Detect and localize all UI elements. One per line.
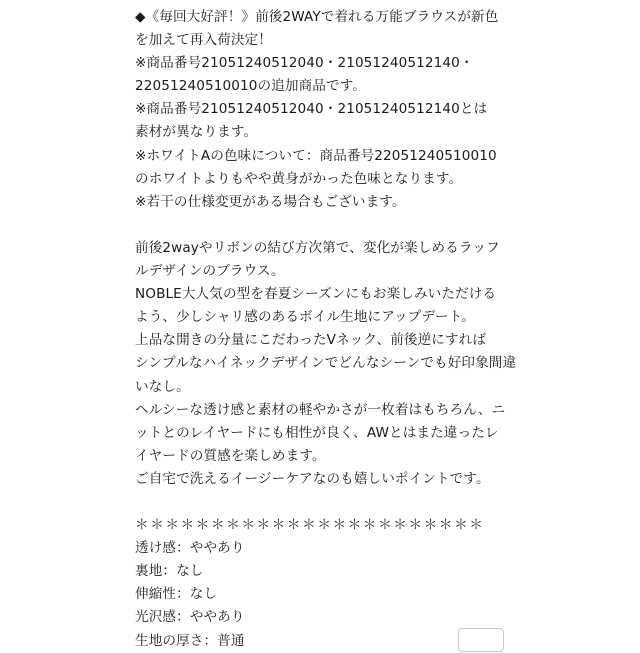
body-line: ルデザインのブラウス。 <box>135 263 285 280</box>
body-line: 上品な開きの分量にこだわったVネック、前後逆にすれば <box>135 332 487 349</box>
announcement-line: ※商品番号21051240512040・21051240512140とは <box>135 101 488 118</box>
blank-line <box>135 491 510 514</box>
announcement-block <box>135 6 510 214</box>
announcement-line: ◆《毎回大好評！》前後2WAYで着れる万能ブラウスが新色 <box>135 9 499 25</box>
product-description <box>135 6 517 653</box>
body-line: ヘルシーな透け感と素材の軽やかさが一枚着はもちろん、ニ <box>135 401 506 418</box>
asterisk-separator: ＊＊＊＊＊＊＊＊＊＊＊＊＊＊＊＊＊＊＊＊＊＊＊ <box>135 517 485 534</box>
body-line: NOBLE大人気の型を春夏シーズンにもお楽しみいただける <box>135 286 497 303</box>
body-line: ご自宅で洗えるイージーケアなのも嬉しいポイントです。 <box>135 470 490 487</box>
body-line: よう、少しシャリ感のあるボイル生地にアップデート。 <box>135 309 475 326</box>
scroll-top-button[interactable] <box>458 628 504 652</box>
body-line: シンプルなハイネックデザインでどんなシーンでも好印象間違 <box>135 355 517 372</box>
spec-item: 伸縮性：なし <box>135 586 218 603</box>
announcement-line: ※ホワイトAの色味について：商品番号22051240510010 <box>135 147 497 164</box>
announcement-line: を加えて再入荷決定！ <box>135 32 272 49</box>
spec-item: 透け感：ややあり <box>135 540 245 557</box>
announcement-line: ※商品番号21051240512040・21051240512140・ <box>135 55 474 72</box>
body-line: 前後2wayやリボンの結び方次第で、変化が楽しめるラッフ <box>135 239 500 256</box>
blank-line <box>135 214 510 237</box>
spec-list <box>135 537 510 652</box>
announcement-line: 22051240510010の追加商品です。 <box>135 78 366 95</box>
spec-item: 裏地：なし <box>135 563 204 580</box>
announcement-line: ※若干の仕様変更がある場合もございます。 <box>135 193 406 210</box>
announcement-line: のホワイトよりもやや黄身がかった色味となります。 <box>135 170 463 187</box>
announcement-line: 素材が異なります。 <box>135 124 258 141</box>
body-line: ットとのレイヤードにも相性が良く、AWとはまた違ったレ <box>135 424 499 441</box>
body-block <box>135 237 517 491</box>
spec-item: 生地の厚さ：普通 <box>135 632 245 649</box>
body-line: いなし。 <box>135 378 190 395</box>
spec-item: 光沢感：ややあり <box>135 609 245 626</box>
body-line: イヤードの質感を楽しめます。 <box>135 447 326 464</box>
